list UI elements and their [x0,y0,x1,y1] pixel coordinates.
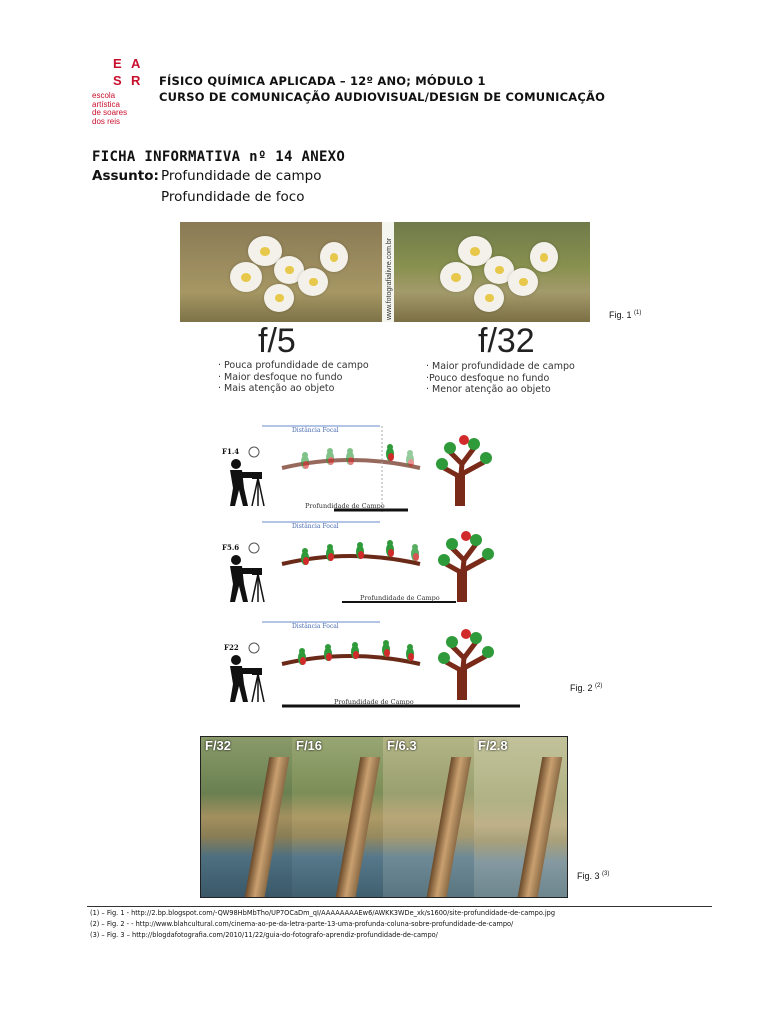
row3-aperture: F22 [224,643,239,652]
bullet-item: · Mais atenção ao objeto [218,383,335,394]
logo-letter: R [131,73,141,88]
f32-bullet-list [426,361,575,396]
row1-top-label: Distância Focal [292,427,339,434]
course-header-line-1: FÍSICO QUÍMICA APLICADA – 12º ANO; MÓDULO 1 [159,74,486,88]
figure3-label [577,871,609,881]
school-logo-text [92,92,152,126]
logo-line: dos reis [92,116,121,126]
row3-bottom-label: Profundidade de Campo [334,698,414,706]
bullet-item: · Menor atenção ao objeto [426,384,551,395]
fstop-f5-label: f/5 [258,322,296,360]
panel-f6-3-label: F/6.3 [387,738,417,753]
figure1-label-text: Fig. 1 [609,310,632,320]
bullet-item: · Maior desfoque no fundo [218,371,343,383]
school-logo-letters [113,55,153,89]
figure1-photo-left [180,222,392,322]
figure3-ref: (3) [602,871,610,877]
figure2-depth-of-field-diagram [210,422,526,712]
logo-letter: A [131,56,141,71]
panel-f32-label: F/32 [205,738,232,753]
subject-line-2: Profundidade de foco [161,189,305,205]
logo-letter: S [113,73,122,88]
figure2-label [570,683,602,693]
subject-label: Assunto: [92,168,159,184]
figure1-photo-right [394,222,590,322]
logo-line: escola [92,91,116,100]
panel-f2-8-label: F/2.8 [478,738,508,753]
bullet-item: ·Pouco desfoque no fundo [426,372,550,384]
dof-row-1 [222,426,492,512]
figure1-ref: (1) [634,310,642,316]
logo-letter: E [113,56,122,71]
logo-line: de soares [92,108,128,117]
row1-aperture: F1.4 [222,447,240,456]
bullet-item: · Pouca profundidade de campo [218,360,369,371]
row3-top-label: Distância Focal [292,623,339,630]
footnote-1: (1) – Fig. 1 - http://2.bp.blogspot.com/-QW98HbMbTho/UP7OCaDm_qI/AAAAAAAAEw6/AWKK3WDe_xk/s1600/site-profundidade-de-campo.jpg [90,909,556,917]
svg-text:www.fotografialivre.com.br: www.fotografialivre.com.br [386,237,393,320]
panel-f2-8 [474,737,567,897]
figure1-watermark [382,222,394,322]
panel-f16 [292,737,384,897]
fstop-f32-label: f/32 [478,322,535,360]
figure2-label-text: Fig. 2 [570,683,593,693]
logo-line: artística [92,99,121,109]
footnote-separator [87,906,712,907]
panel-f6-3 [383,737,475,897]
footnote-3: (3) – Fig. 3 – http://blogdafotografia.com/2010/11/22/guia-do-fotografo-aprendiz-profundidade-de-campo/ [90,931,438,939]
panel-f16-label: F/16 [296,738,323,753]
figure2-ref: (2) [595,683,603,689]
dof-row-3 [224,622,520,706]
row2-top-label: Distância Focal [292,523,339,530]
subject-line-1: Profundidade de campo [161,168,322,184]
bullet-item: · Maior profundidade de campo [426,361,575,372]
row2-aperture: F5.6 [222,543,240,552]
row2-bottom-label: Profundidade de Campo [360,594,440,602]
figure3-aperture-comparison [200,736,568,898]
figure3-label-text: Fig. 3 [577,871,600,881]
course-header-line-2: CURSO DE COMUNICAÇÃO AUDIOVISUAL/DESIGN DE COMUNICAÇÃO [159,90,606,104]
panel-f32 [201,737,293,897]
figure1-label [609,310,641,320]
footnote-2: (2) – Fig. 2 - - http://www.blahcultural.com/cinema-ao-pe-da-letra-parte-13-uma-profunda-coluna-sobre-profundidade-de-campo/ [90,920,514,928]
sheet-title: FICHA INFORMATIVA nº 14 ANEXO [92,149,346,165]
f5-bullet-list [218,360,369,395]
dof-row-2 [222,522,494,602]
row1-bottom-label: Profundidade de Campo [305,502,385,510]
